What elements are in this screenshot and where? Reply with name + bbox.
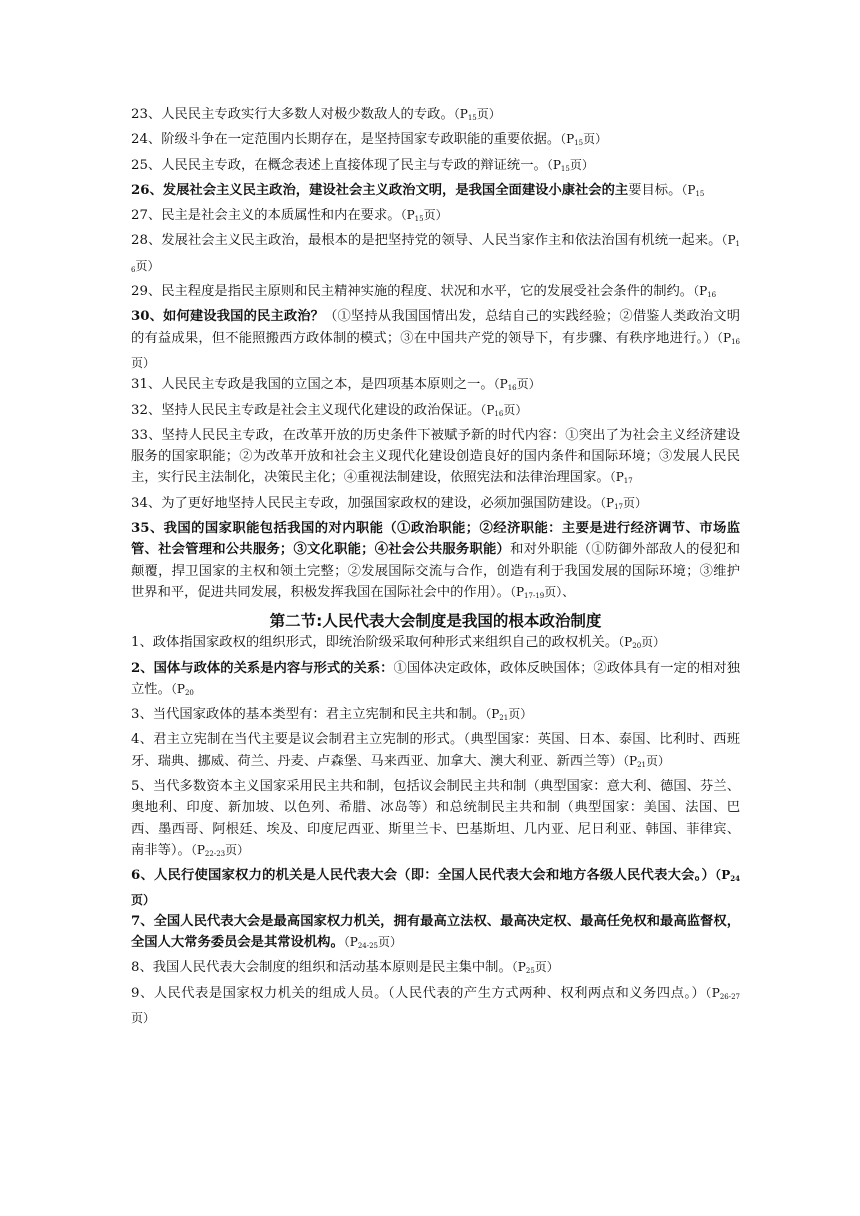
- page-ref-number: 17-19: [524, 591, 545, 600]
- page-ref-number: 16: [507, 384, 517, 393]
- list-item: [131, 281, 740, 306]
- list-item: [131, 865, 740, 911]
- page-ref-suffix: 页）: [131, 1010, 156, 1025]
- page-reference: [512, 960, 559, 974]
- page-reference: [547, 158, 594, 172]
- page-reference: [191, 843, 249, 857]
- item-text: 6、人民行使国家权力的机关是人民代表大会（即：全国人民代表大会和地方各级人民代表大会。）: [131, 868, 715, 884]
- item-text: 35、我国的国家职能包括我国的对内职能（①政治职能；②经济职能：主要是进行经济调节、市场监管、社会管理和公共服务；③文化职能；④社会公共服务职能）: [131, 521, 740, 558]
- page-ref-suffix: 页）、: [544, 584, 575, 599]
- item-tail-text: 要目标。: [628, 182, 682, 198]
- page-ref-prefix: （P: [343, 935, 358, 950]
- page-ref-suffix: 页）: [476, 107, 501, 121]
- item-tail-text: （①坚持从我国国情出发，总结自己的实践经验；②借鉴人类政治文明的有益成果，但不能照搬西方政体制的模式；③在中国共产党的领导下，有步骤、有秩序地进行。）: [131, 309, 740, 346]
- page-ref-number: 17: [614, 502, 624, 511]
- page-ref-number: 16: [494, 409, 504, 418]
- page-ref-prefix: （P: [170, 681, 185, 696]
- item-text: 24、阶级斗争在一定范围内长期存在，是坚持国家专政职能的重要依据。: [131, 132, 561, 148]
- page-ref-suffix: 页）: [516, 377, 541, 392]
- item-text: 8、我国人民代表大会制度的组织和活动基本原则是民主集中制。: [131, 960, 512, 976]
- page-ref-suffix: 页）: [131, 355, 156, 370]
- page-reference: [485, 707, 532, 721]
- page-ref-prefix: （P: [453, 107, 468, 121]
- page-reference: [171, 682, 194, 696]
- page-ref-prefix: （P: [190, 842, 205, 857]
- page-ref-number: 16: [131, 240, 741, 274]
- list-item: [131, 957, 740, 982]
- list-item: [131, 704, 740, 729]
- page-ref-prefix: （P: [681, 182, 696, 197]
- page-ref-suffix: 页）: [225, 842, 250, 857]
- list-item: [131, 729, 740, 776]
- page-ref-prefix: （P: [546, 157, 561, 172]
- page-ref-number: 15: [414, 215, 424, 224]
- item-text: 25、人民民主专政，在概念表述上直接体现了民主与专政的辩证统一。: [131, 157, 547, 173]
- item-text: 34、为了更好地坚持人民民主专政，加强国家政权的建设，必须加强国防建设。: [131, 495, 601, 511]
- page-ref-prefix: （P: [511, 960, 526, 975]
- page-reference: [693, 284, 716, 298]
- item-text: 26、发展社会主义民主政治，建设社会主义政治文明，是我国全面建设小康社会的主: [131, 182, 629, 198]
- item-text: 29、民主程度是指民主原则和民主精神实施的程度、状况和水平，它的发展受社会条件的制约。: [131, 284, 694, 300]
- item-tail-text: ①国体决定政体，政体反映国体；②政体具有一定的相对独立性。: [131, 660, 740, 697]
- page-ref-prefix: （P: [480, 402, 495, 417]
- page-ref-prefix: （P: [560, 132, 575, 147]
- list-item: [131, 400, 740, 425]
- page-ref-suffix: 页）: [623, 495, 648, 510]
- page-ref-number: 15: [695, 189, 705, 198]
- page-reference: [681, 183, 704, 197]
- page-ref-prefix: （P: [600, 495, 615, 510]
- page-ref-suffix: 页）: [583, 132, 608, 147]
- item-text: 27、民主是社会主义的本质属性和内在要求。: [131, 208, 401, 224]
- page-reference: [623, 754, 670, 768]
- list-item: [131, 180, 740, 205]
- list-item: [131, 230, 740, 281]
- list-item: [131, 632, 740, 657]
- page-ref-prefix: （P: [618, 635, 633, 650]
- page-ref-number: 25: [525, 967, 535, 976]
- page-reference: [618, 635, 665, 649]
- page-ref-prefix: （P: [715, 868, 731, 883]
- item-text: 5、当代多数资本主义国家采用民主共和制，包括议会制民主共和制（典型国家：意大利、德国、芬兰、奥地利、印度、新加坡、以色列、希腊、冰岛等）和总统制民主共和制（典型国家：美国、法国、巴西、墨西哥、阿根廷、埃及、印度尼西亚、斯里兰卡、巴基斯坦、几内亚、尼日利亚、韩国、菲律宾、南非等）。: [131, 779, 740, 858]
- page-ref-number: 24: [730, 874, 740, 884]
- section-heading: 第二节:人民代表大会制度是我国的根本政治制度: [269, 612, 602, 631]
- items-list-part2: [131, 632, 740, 1029]
- page-ref-number: 16: [707, 291, 717, 300]
- page-ref-number: 24-25: [357, 942, 379, 951]
- page-ref-suffix: 页）: [534, 960, 559, 975]
- item-text: 3、当代国家政体的基本类型有：君主立宪制和民主共和制。: [131, 707, 486, 723]
- list-item: [131, 658, 740, 705]
- list-item: [131, 306, 740, 374]
- page-ref-prefix: （P: [609, 470, 624, 485]
- page-reference: [401, 208, 448, 222]
- item-text: 9、人民代表是国家权力机关的组成人员。（人民代表的产生方式两种、权利两点和义务四点。）: [131, 985, 706, 1001]
- list-item: [131, 129, 740, 154]
- page-reference: [344, 935, 402, 949]
- page-ref-prefix: （P: [693, 284, 708, 299]
- page-ref-suffix: 页）: [645, 753, 670, 768]
- list-item: [131, 374, 740, 399]
- item-text: 32、坚持人民民主专政是社会主义现代化建设的政治保证。: [131, 402, 481, 418]
- item-tail-text: 和对外职能（①防御外部敌人的侵犯和颠覆，捍卫国家的主权和领土完整；②发展国际交流与合作，创造有利于我国发展的国际环境；③维护世界和平，促进共同发展，积极发挥我国在国际社会中的作用）。: [131, 542, 741, 600]
- item-text: 2、国体与政体的关系是内容与形式的关系：: [131, 660, 394, 676]
- page-reference: [510, 585, 574, 599]
- item-text: 33、坚持人民民主专政，在改革开放的历史条件下被赋予新的时代内容：①突出了为社会主义经济建设服务的国家职能；②为改革开放和社会主义现代化建设创造良好的国内条件和国际环境；③发展人民民主，实行民主法制化，决策民主化；④重视法制建设，依照宪法和法律治理国家。: [131, 427, 740, 486]
- page-ref-prefix: （P: [721, 233, 736, 248]
- list-item: [131, 983, 740, 1030]
- page-ref-prefix: （P: [705, 985, 720, 1000]
- list-item: [131, 205, 740, 230]
- page-ref-suffix: 页）: [508, 707, 533, 722]
- list-item: [131, 104, 740, 129]
- page-reference: [494, 377, 541, 391]
- page-ref-number: 21: [499, 714, 509, 723]
- page-ref-number: 22-23: [204, 849, 226, 858]
- item-text: 1、政体指国家政权的组织形式，即统治阶级采取何种形式来组织自己的政权机关。: [131, 635, 619, 651]
- page-ref-number: 17: [623, 477, 633, 486]
- page-reference: [610, 470, 633, 484]
- page-ref-prefix: （P: [493, 377, 508, 392]
- page-ref-suffix: 页）: [423, 208, 448, 223]
- page-ref-suffix: 页）: [569, 157, 594, 172]
- item-text: 7、全国人民代表大会是最高国家权力机关，拥有最高立法权、最高决定权、最高任免权和最高监督权，全国人大常务委员会是其常设机构。: [131, 913, 740, 951]
- page-reference: [480, 403, 527, 417]
- page-ref-suffix: 页）: [131, 892, 156, 907]
- page-ref-number: 26-27: [719, 992, 740, 1001]
- item-text: 28、发展社会主义民主政治，最根本的是把坚持党的领导、人民当家作主和依法治国有机统一起来。: [131, 233, 722, 249]
- page-ref-prefix: （P: [485, 707, 500, 722]
- item-text: 23、人民民主专政实行大多数人对极少数敌人的专政。: [131, 107, 454, 122]
- items-list-part1: [131, 104, 740, 607]
- page-ref-suffix: 页）: [503, 402, 528, 417]
- page-ref-number: 20: [632, 642, 642, 651]
- page-reference: [560, 132, 607, 146]
- page-ref-number: 20: [184, 688, 194, 697]
- list-item: [131, 518, 740, 607]
- list-item: [131, 776, 740, 865]
- page-ref-number: 16: [731, 337, 740, 346]
- list-item: [131, 911, 740, 958]
- list-item: [131, 155, 740, 180]
- item-text: 31、人民民主专政是我国的立国之本，是四项基本原则之一。: [131, 377, 494, 393]
- page-reference: [600, 496, 647, 510]
- page-ref-number: 21: [637, 760, 646, 769]
- page-ref-number: 15: [560, 164, 570, 173]
- page-ref-prefix: （P: [622, 753, 638, 768]
- list-item: [131, 493, 740, 518]
- page-ref-suffix: 页）: [641, 635, 666, 650]
- page-reference: [454, 107, 501, 121]
- item-text: 4、君主立宪制在当代主要是议会制君主立宪制的形式。（典型国家：英国、日本、泰国、比利时、西班牙、瑞典、挪威、荷兰、丹麦、卢森堡、马来西亚、加拿大、澳大利亚、新西兰等）: [131, 732, 740, 769]
- page-ref-suffix: 页）: [135, 258, 160, 273]
- page-ref-number: 15: [467, 114, 477, 122]
- page-ref-prefix: （P: [400, 208, 415, 223]
- page-ref-prefix: （P: [509, 584, 525, 599]
- item-text: 30、如何建设我国的民主政治？: [131, 309, 325, 325]
- page-ref-number: 15: [574, 139, 584, 148]
- page-ref-suffix: 页）: [378, 935, 403, 950]
- list-item: [131, 425, 740, 493]
- page-ref-prefix: （P: [716, 330, 732, 345]
